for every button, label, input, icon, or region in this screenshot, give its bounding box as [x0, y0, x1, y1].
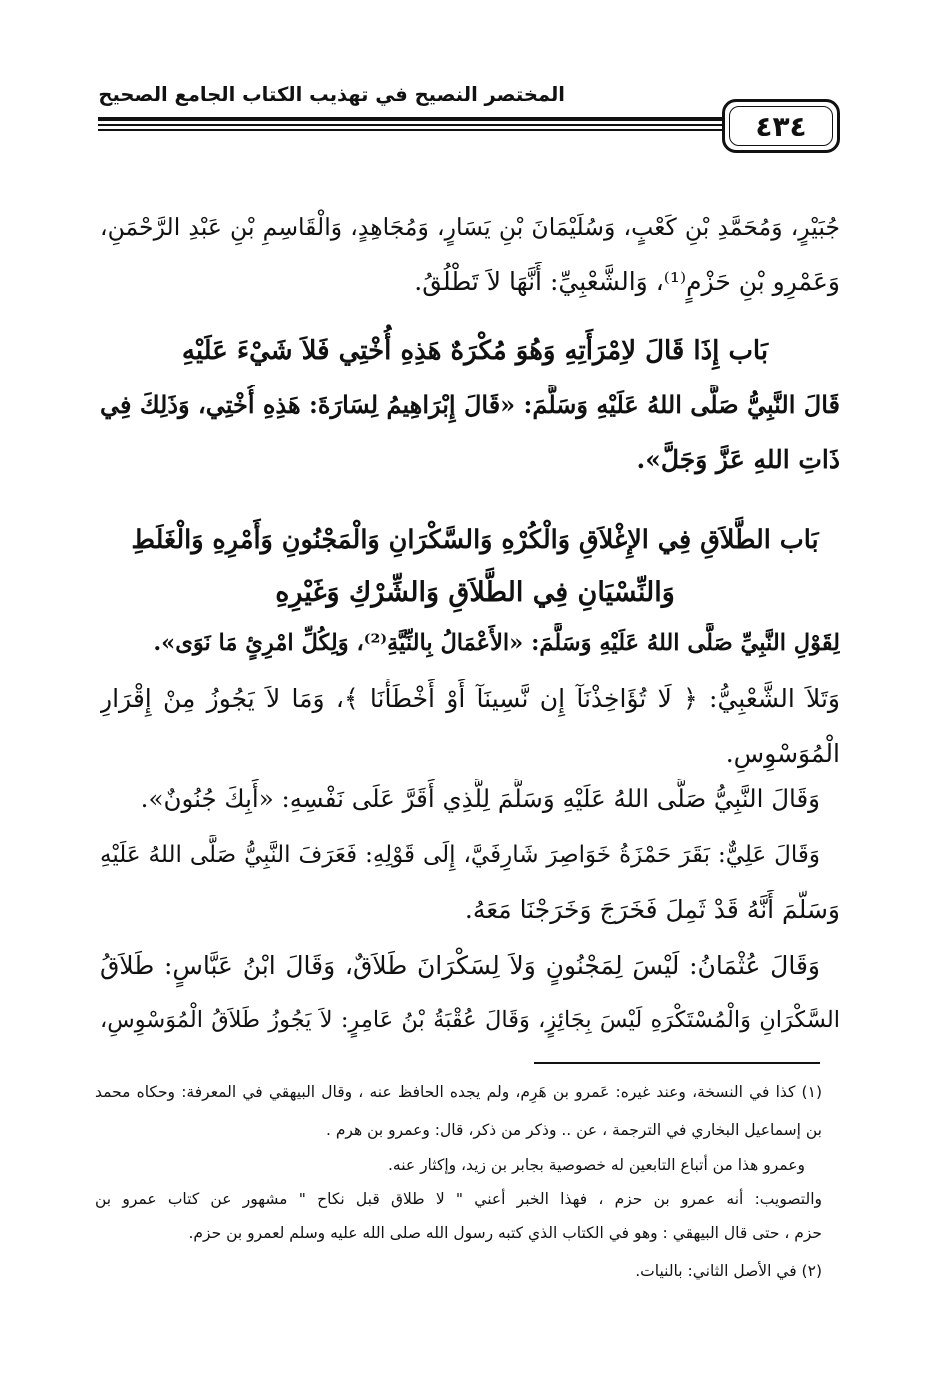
body-line: وَقَالَ النَّبِيُّ صَلَّى اللهُ عَلَيْهِ وَسَلَّمَ لِلَّذِي أَقَرَّ عَلَى نَفْسِهِ: «أَبِكَ جُنُونٌ». — [140, 784, 820, 813]
page-number: ٤٣٤ — [755, 109, 807, 143]
page-number-frame — [722, 99, 840, 153]
body-line: وَسَلَّمَ أَنَّهُ قَدْ ثَمِلَ فَخَرَجَ وَخَرَجْنَا مَعَهُ. — [464, 895, 840, 924]
header-rule — [98, 129, 723, 131]
running-title: المختصر النصيح في تهذيب الكتاب الجامع الصحيح — [98, 83, 565, 106]
body-line: ذَاتِ اللهِ عَزَّ وَجَلَّ». — [636, 445, 840, 474]
chapter-heading: بَاب الطَّلاَقِ فِي الإِغْلاَقِ وَالْكُرْهِ وَالسَّكْرَانِ وَالْمَجْنُونِ وَأَمْرِهِ وَالْغَلَطِ — [131, 525, 819, 555]
body-line: جُبَيْرٍ، وَمُحَمَّدِ بْنِ كَعْبٍ، وَسُلَيْمَانَ بْنِ يَسَارٍ، وَمُجَاهِدٍ، وَالْقَاسِمِ بْنِ عَبْدِ الرَّحْمَنِ، — [100, 213, 840, 241]
body-line: وَقَالَ عُثْمَانُ: لَيْسَ لِمَجْنُونٍ وَلاَ لِسَكْرَانَ طَلاَقٌ، وَقَالَ ابْنُ عَبَّاسٍ: طَلاَقُ — [100, 951, 820, 980]
body-line: السَّكْرَانِ وَالْمُسْتَكْرَهِ لَيْسَ بِجَائِزٍ، وَقَالَ عُقْبَةُ بْنُ عَامِرٍ: لاَ يَجُوزُ طَلاَقُ الْمُوَسْوِسِ، — [100, 1007, 840, 1033]
footnote-separator — [534, 1062, 820, 1064]
footnote-line: بن إسماعيل البخاري في الترجمة ، عن .. وذكر من ذكر، قال: وعمرو بن هرم . — [325, 1121, 822, 1139]
header-rule — [98, 124, 723, 126]
body-line: الْمُوَسْوِسِ. — [725, 739, 840, 768]
footnote-line: حزم ، حتى قال البيهقي : وهو في الكتاب الذي كتبه رسول الله صلى الله عليه وسلم لعمرو بن حزم. — [188, 1224, 822, 1242]
header-rule — [98, 117, 723, 121]
footnote-line: (١) كذا في النسخة، وعند غيره: عَمرو بن هَرِم، ولم يجده الحافظ عنه ، وقال البيهقي في المعرفة: وحكاه محمد — [95, 1083, 822, 1101]
body-line: وَقَالَ عَلِيٌّ: بَقَرَ حَمْزَةُ خَوَاصِرَ شَارِفَيَّ، إِلَى قَوْلِهِ: فَعَرَفَ النَّبِيُّ صَلَّى اللهُ عَلَيْهِ — [100, 842, 820, 868]
chapter-heading: وَالنِّسْيَانِ فِي الطَّلاَقِ وَالشِّرْكِ وَغَيْرِهِ — [275, 577, 675, 608]
body-line: وَعَمْرِو بْنِ حَزْمٍ⁽¹⁾، وَالشَّعْبِيِّ: أَنَّهَا لاَ تَطْلُقُ. — [414, 267, 840, 296]
chapter-heading: بَاب إِذَا قَالَ لاِمْرَأَتِهِ وَهُوَ مُكْرَهٌ هَذِهِ أُخْتِي فَلاَ شَيْءَ عَلَيْهِ — [181, 336, 769, 366]
body-line: وَتَلاَ الشَّعْبِيُّ: ﴿ لَا تُؤَاخِذْنَآ إِن نَّسِينَآ أَوْ أَخْطَأْنَا ﴾، وَمَا لاَ يَجُوزُ مِنْ إِقْرَارِ — [100, 684, 840, 713]
footnote-line: والتصويب: أنه عمرو بن حزم ، فهذا الخبر أعني " لا طلاق قبل نكاح " مشهور عن كتاب عمرو بن — [95, 1190, 822, 1208]
footnote-line: (٢) في الأصل الثاني: بالنيات. — [635, 1262, 822, 1280]
body-line: لِقَوْلِ النَّبِيِّ صَلَّى اللهُ عَلَيْهِ وَسَلَّمَ: «الأَعْمَالُ بِالنِّيَّةِ⁽²⁾، وَلِكُلِّ امْرِئٍ مَا نَوَى». — [153, 630, 840, 656]
body-line: قَالَ النَّبِيُّ صَلَّى اللهُ عَلَيْهِ وَسَلَّمَ: «قَالَ إِبْرَاهِيمُ لِسَارَةَ: هَذِهِ أُخْتِي، وَذَلِكَ فِي — [100, 390, 840, 419]
footnote-line: وعمرو هذا من أتباع التابعين له خصوصية بجابر بن زيد، وإكثار عنه. — [387, 1156, 805, 1174]
